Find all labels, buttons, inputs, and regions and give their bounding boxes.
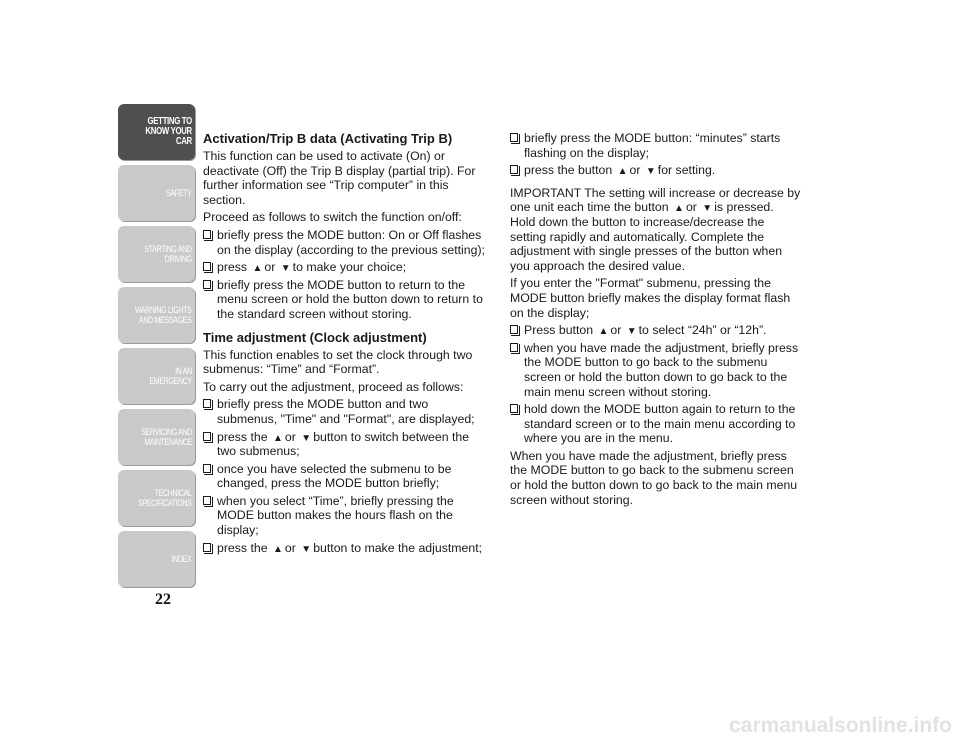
note-text: or	[685, 200, 697, 215]
tab-servicing[interactable]	[118, 409, 195, 465]
up-arrow-icon: ▲	[617, 166, 628, 178]
checkbox-bullet-icon	[510, 404, 518, 413]
list-item	[203, 462, 491, 491]
tab-in-an-emergency[interactable]	[118, 348, 195, 404]
up-arrow-icon: ▲	[252, 263, 263, 275]
paragraph: If you enter the "Format" submenu, pressing the MODE button briefly makes the display format flash on the display;	[510, 276, 791, 320]
note-text: is pressed. Hold down the button to increase/decrease the setting rapidly and automatically. Complete the adjustment with single presses of the button when you approach the desired value.	[510, 200, 783, 273]
checkbox-bullet-icon	[203, 464, 211, 473]
list-item	[510, 402, 802, 446]
list-item	[203, 541, 491, 556]
tab-label: IN AN EMERGENCY	[149, 366, 192, 386]
list-item-text: or	[264, 260, 276, 275]
page-number: 22	[155, 591, 171, 608]
list-item-text: press	[217, 260, 248, 275]
checkbox-bullet-icon	[510, 133, 518, 142]
tab-label: INDEX	[171, 554, 192, 564]
checkbox-bullet-icon	[203, 230, 211, 239]
checkbox-bullet-icon	[510, 325, 518, 334]
list-item-text: or	[284, 429, 296, 444]
tab-safety[interactable]	[118, 165, 195, 221]
list-item-text: briefly press the MODE button: On or Off flashes on the display (according to the previous setting);	[217, 227, 485, 257]
checkbox-bullet-icon	[203, 399, 211, 408]
list-item	[203, 397, 491, 426]
list-item-text: or	[610, 323, 622, 338]
paragraph: When you have made the adjustment, briefly press the MODE button to go back to the submenu screen or hold the button down to go back to the main menu screen without storing.	[510, 448, 798, 507]
section-heading-time-adjustment: Time adjustment (Clock adjustment)	[203, 329, 427, 345]
right-column	[510, 131, 802, 510]
list-item-text: once you have selected the submenu to be changed, press the MODE button briefly;	[217, 461, 452, 491]
tab-starting-and-driving[interactable]	[118, 226, 195, 282]
list-item	[203, 494, 491, 538]
tab-label: STARTING AND DRIVING	[144, 244, 192, 264]
left-column	[203, 131, 491, 558]
tab-getting-to-know-your-car[interactable]	[118, 104, 195, 160]
list-item	[510, 323, 802, 338]
list-item	[510, 163, 802, 178]
watermark: carmanualsonline.info	[729, 714, 952, 737]
list-item-text: when you have made the adjustment, briefly press the MODE button to go back to the submenu screen or hold the button down to go back to the main menu screen without storing.	[524, 340, 799, 399]
list-item-text: press the	[217, 540, 268, 555]
list-item	[203, 260, 491, 275]
list-item-text: briefly press the MODE button: “minutes” starts flashing on the display;	[524, 131, 781, 160]
list-item	[203, 278, 491, 322]
list-item-text: press the button	[524, 163, 613, 178]
note-text: IMPORTANT The setting will increase or decrease by one unit each time the button	[510, 185, 801, 215]
down-arrow-icon: ▼	[702, 203, 713, 215]
checkbox-bullet-icon	[203, 543, 211, 552]
tab-index[interactable]	[118, 531, 195, 587]
important-note	[510, 186, 802, 274]
list-item-text: hold down the MODE button again to return to the standard screen or to the main menu according to where you are in the menu.	[524, 402, 796, 446]
tab-technical-specifications[interactable]	[118, 470, 195, 526]
down-arrow-icon: ▼	[301, 543, 312, 555]
down-arrow-icon: ▼	[645, 166, 656, 178]
list-item-text: to make your choice;	[292, 260, 407, 275]
list-item	[203, 430, 491, 459]
list-item-text: button to switch between the two submenus;	[217, 429, 470, 459]
checkbox-bullet-icon	[510, 165, 518, 174]
list-item-text: or	[284, 540, 296, 555]
tab-label: WARNING LIGHTS AND MESSAGES	[135, 305, 192, 325]
tab-label: GETTING TO KNOW YOUR CAR	[145, 116, 192, 147]
checkbox-bullet-icon	[510, 343, 518, 352]
up-arrow-icon: ▲	[273, 432, 283, 444]
up-arrow-icon: ▲	[598, 326, 609, 338]
up-arrow-icon: ▲	[674, 203, 684, 215]
up-arrow-icon: ▲	[273, 543, 283, 555]
checkbox-bullet-icon	[203, 432, 211, 441]
section-heading-trip-b: Activation/Trip B data (Activating Trip B)	[203, 131, 453, 146]
down-arrow-icon: ▼	[301, 432, 312, 444]
list-item-text: Press button	[524, 323, 594, 338]
checkbox-bullet-icon	[203, 262, 211, 271]
tab-label: TECHNICAL SPECIFICATIONS	[138, 488, 192, 508]
paragraph: Proceed as follows to switch the function on/off:	[203, 210, 462, 225]
down-arrow-icon: ▼	[626, 326, 637, 338]
tab-warning-lights[interactable]	[118, 287, 195, 343]
list-item-text: briefly press the MODE button to return to the menu screen or hold the button down to return to the standard screen without storing.	[217, 277, 483, 321]
list-item	[510, 131, 802, 160]
list-item	[203, 228, 491, 257]
list-item-text: when you select “Time”, briefly pressing the MODE button makes the hours flash on the display;	[217, 493, 454, 538]
checkbox-bullet-icon	[203, 280, 211, 289]
list-item-text: button to make the adjustment;	[313, 540, 483, 555]
tab-label: SERVICING AND MAINTENANCE	[141, 427, 192, 447]
list-item-text: to select “24h” or “12h”.	[638, 323, 767, 338]
down-arrow-icon: ▼	[280, 263, 291, 275]
list-item-text: briefly press the MODE button and two submenus, "Time" and "Format", are displayed;	[217, 397, 475, 426]
list-item-text: or	[629, 163, 641, 178]
list-item-text: for setting.	[657, 163, 716, 178]
checkbox-bullet-icon	[203, 496, 211, 505]
tab-label: SAFETY	[166, 188, 192, 198]
list-item-text: press the	[217, 429, 268, 444]
paragraph: This function can be used to activate (On) or deactivate (Off) the Trip B display (partial trip). For further information see “Trip computer” in this section.	[203, 149, 476, 207]
paragraph: To carry out the adjustment, proceed as follows:	[203, 379, 464, 394]
list-item	[510, 341, 802, 399]
paragraph: This function enables to set the clock through two submenus: “Time” and “Format”.	[203, 347, 473, 377]
